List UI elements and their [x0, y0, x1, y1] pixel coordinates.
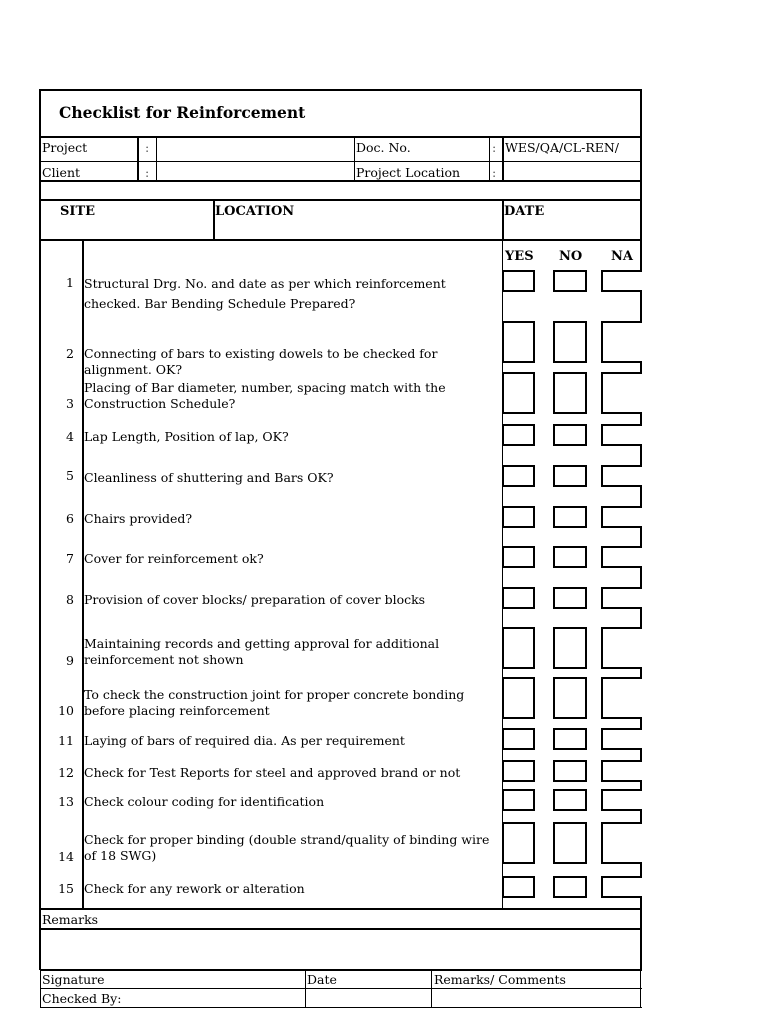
item-7-yes-checkbox[interactable] — [502, 546, 535, 568]
item-text: Cover for reinforcement ok? — [84, 551, 264, 566]
item-number: 3 — [66, 396, 74, 411]
location-label: LOCATION — [215, 204, 295, 219]
item-10-yes-checkbox[interactable] — [502, 677, 535, 719]
item-text: Check for any rework or alteration — [84, 881, 305, 896]
item-4-na-checkbox[interactable] — [601, 424, 642, 446]
item-text: Maintaining records and getting approval for additional reinforcement not shown — [84, 636, 440, 667]
yes-column-header: YES — [505, 249, 534, 264]
item-3-na-checkbox[interactable] — [601, 372, 642, 414]
signature-date-label: Date — [307, 972, 337, 987]
item-number: 8 — [66, 592, 74, 607]
item-4-no-checkbox[interactable] — [553, 424, 587, 446]
site-row-top — [40, 199, 642, 201]
item-5-yes-checkbox[interactable] — [502, 465, 535, 487]
remarks-comments-label: Remarks/ Comments — [434, 972, 566, 987]
item-7-na-checkbox[interactable] — [601, 546, 642, 568]
item-1-na-checkbox[interactable] — [601, 270, 642, 292]
item-2-yes-checkbox[interactable] — [502, 321, 535, 363]
item-3-no-checkbox[interactable] — [553, 372, 587, 414]
item-number: 1 — [66, 275, 74, 290]
item-12-yes-checkbox[interactable] — [502, 760, 535, 782]
item-13-yes-checkbox[interactable] — [502, 789, 535, 811]
item-number: 2 — [66, 346, 74, 361]
item-number: 12 — [58, 765, 74, 780]
item-9-na-checkbox[interactable] — [601, 627, 642, 669]
item-2-no-checkbox[interactable] — [553, 321, 587, 363]
item-4-yes-checkbox[interactable] — [502, 424, 535, 446]
item-11-no-checkbox[interactable] — [553, 728, 587, 750]
doc-no-value: WES/QA/CL-REN/ — [505, 140, 620, 155]
item-text: Check for Test Reports for steel and approved brand or not — [84, 765, 461, 780]
project-value-field[interactable] — [157, 137, 353, 160]
header-divider-bottom — [40, 180, 642, 182]
signature-top — [40, 969, 642, 971]
item-8-yes-checkbox[interactable] — [502, 587, 535, 609]
item-11-yes-checkbox[interactable] — [502, 728, 535, 750]
item-text: Check for proper binding (double strand/quality of binding wire of 18 SWG) — [84, 832, 490, 863]
item-15-no-checkbox[interactable] — [553, 876, 587, 898]
doc-no-label: Doc. No. — [356, 140, 411, 155]
header-col-5 — [502, 136, 504, 181]
item-text: Connecting of bars to existing dowels to be checked for alignment. OK? — [84, 346, 438, 377]
item-15-yes-checkbox[interactable] — [502, 876, 535, 898]
item-text: Laying of bars of required dia. As per requirement — [84, 733, 405, 748]
item-13-no-checkbox[interactable] — [553, 789, 587, 811]
item-text: Chairs provided? — [84, 511, 193, 526]
item-number: 11 — [58, 733, 74, 748]
frame-top — [40, 89, 642, 91]
item-text: To check the construction joint for proper concrete bonding before placing reinforcement — [84, 687, 465, 718]
item-12-no-checkbox[interactable] — [553, 760, 587, 782]
item-number: 4 — [66, 429, 74, 444]
client-label: Client — [42, 165, 81, 180]
item-11-na-checkbox[interactable] — [601, 728, 642, 750]
item-1-no-checkbox[interactable] — [553, 270, 587, 292]
project-location-colon: : — [492, 165, 497, 180]
project-label: Project — [42, 140, 88, 155]
project-colon: : — [145, 140, 150, 155]
site-row-bottom — [40, 239, 642, 241]
client-value-field[interactable] — [157, 162, 353, 179]
item-8-no-checkbox[interactable] — [553, 587, 587, 609]
checked-by-remarks-field[interactable] — [432, 989, 639, 1006]
item-number: 9 — [66, 653, 74, 668]
item-number: 15 — [58, 881, 74, 896]
item-9-yes-checkbox[interactable] — [502, 627, 535, 669]
header-col-3 — [354, 136, 355, 181]
item-2-na-checkbox[interactable] — [601, 321, 642, 363]
remarks-header-bottom — [40, 928, 642, 930]
item-8-na-checkbox[interactable] — [601, 587, 642, 609]
item-text: Cleanliness of shuttering and Bars OK? — [84, 470, 334, 485]
item-10-na-checkbox[interactable] — [601, 677, 642, 719]
item-text: Placing of Bar diameter, number, spacing match with the Construction Schedule? — [84, 380, 446, 411]
header-col-4 — [489, 136, 490, 181]
item-15-na-checkbox[interactable] — [601, 876, 642, 898]
checked-by-label: Checked By: — [42, 991, 122, 1006]
form-title: Checklist for Reinforcement — [59, 103, 306, 122]
site-label: SITE — [60, 204, 96, 219]
remarks-left — [39, 908, 41, 970]
project-location-label: Project Location — [356, 165, 461, 180]
client-colon: : — [145, 165, 150, 180]
doc-no-colon: : — [492, 140, 497, 155]
item-12-na-checkbox[interactable] — [601, 760, 642, 782]
signature-bottom — [40, 1007, 642, 1008]
item-14-na-checkbox[interactable] — [601, 822, 642, 864]
item-text: Check colour coding for identification — [84, 794, 325, 809]
remarks-top — [40, 908, 642, 910]
item-number: 6 — [66, 511, 74, 526]
item-number: 14 — [58, 849, 74, 864]
item-6-na-checkbox[interactable] — [601, 506, 642, 528]
item-10-no-checkbox[interactable] — [553, 677, 587, 719]
item-1-yes-checkbox[interactable] — [502, 270, 535, 292]
remarks-field[interactable] — [42, 931, 638, 967]
frame-left — [39, 89, 41, 909]
na-column-header: NA — [611, 249, 633, 264]
item-number: 10 — [58, 703, 74, 718]
header-col-1 — [137, 136, 139, 181]
item-number: 5 — [66, 468, 74, 483]
signature-right — [640, 969, 641, 1008]
item-6-no-checkbox[interactable] — [553, 506, 587, 528]
remarks-label: Remarks — [42, 912, 99, 927]
item-5-no-checkbox[interactable] — [553, 465, 587, 487]
item-6-yes-checkbox[interactable] — [502, 506, 535, 528]
item-number: 7 — [66, 551, 74, 566]
signature-label: Signature — [42, 972, 105, 987]
item-number: 13 — [58, 794, 74, 809]
item-14-no-checkbox[interactable] — [553, 822, 587, 864]
item-3-yes-checkbox[interactable] — [502, 372, 535, 414]
no-column-header: NO — [559, 249, 583, 264]
item-7-no-checkbox[interactable] — [553, 546, 587, 568]
item-14-yes-checkbox[interactable] — [502, 822, 535, 864]
remarks-right — [640, 908, 642, 970]
item-text: Provision of cover blocks/ preparation of cover blocks — [84, 592, 426, 607]
item-text: Lap Length, Position of lap, OK? — [84, 429, 289, 444]
item-13-na-checkbox[interactable] — [601, 789, 642, 811]
date-label: DATE — [504, 204, 545, 219]
signature-left — [40, 969, 41, 1008]
checked-by-date-field[interactable] — [306, 989, 430, 1006]
item-9-no-checkbox[interactable] — [553, 627, 587, 669]
item-text: Structural Drg. No. and date as per which reinforcement checked. Bar Bending Schedule Prepared? — [84, 276, 446, 311]
frame-right — [640, 89, 642, 909]
item-5-na-checkbox[interactable] — [601, 465, 642, 487]
